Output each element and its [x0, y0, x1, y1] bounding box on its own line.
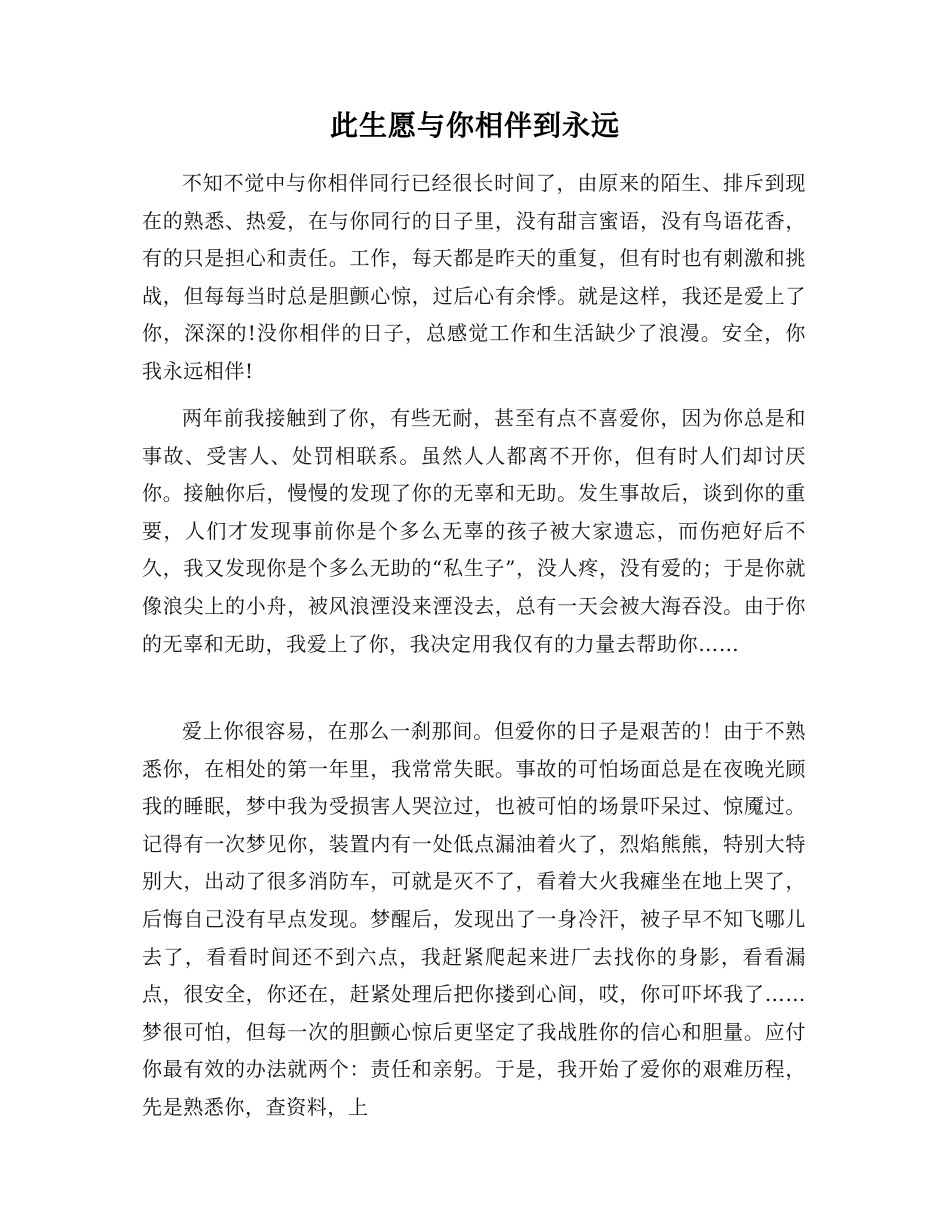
paragraph-2: 两年前我接触到了你，有些无耐，甚至有点不喜爱你，因为你总是和事故、受害人、处罚相联系。虽然人人都离不开你，但有时人们却讨厌你。接触你后，慢慢的发现了你的无辜和无助。发生事故后，谈到你的重要，人们才发现事前你是个多么无辜的孩子被大家遗忘，而伤疤好后不久，我又发现你是个多么无助的“私生子”，没人疼，没有爱的；于是你就像浪尖上的小舟，被风浪湮没来湮没去，总有一天会被大海吞没。由于你的无辜和无助，我爱上了你，我决定用我仅有的力量去帮助你…… [142, 406, 806, 656]
paragraph-1: 不知不觉中与你相伴同行已经很长时间了，由原来的陌生、排斥到现在的熟悉、热爱，在与你同行的日子里，没有甜言蜜语，没有鸟语花香，有的只是担心和责任。工作，每天都是昨天的重复，但有时也有刺激和挑战，但每每当时总是胆颤心惊，过后心有余悸。就是这样，我还是爱上了你，深深的!没你相伴的日子，总感觉工作和生活缺少了浪漫。安全，你我永远相伴! [142, 171, 806, 383]
paragraph-3: 爱上你很容易，在那么一刹那间。但爱你的日子是艰苦的！由于不熟悉你，在相处的第一年里，我常常失眠。事故的可怕场面总是在夜晚光顾我的睡眠，梦中我为受损害人哭泣过，也被可怕的场景吓呆过、惊魇过。记得有一次梦见你，装置内有一处低点漏油着火了，烈焰熊熊，特别大特别大，出动了很多消防车，可就是灭不了，看着大火我瘫坐在地上哭了，后悔自己没有早点发现。梦醒后，发现出了一身冷汗，被子早不知飞哪儿去了，看看时间还不到六点，我赶紧爬起来进厂去找你的身影，看看漏点，很安全，你还在，赶紧处理后把你搂到心间，哎，你可吓坏我了……梦很可怕，但每一次的胆颤心惊后更坚定了我战胜你的信心和胆量。应付你最有效的办法就两个：责任和亲躬。于是，我开始了爱你的艰难历程，先是熟悉你，查资料，上 [142, 719, 806, 1119]
document-title: 此生愿与你相伴到永远 [329, 109, 620, 142]
